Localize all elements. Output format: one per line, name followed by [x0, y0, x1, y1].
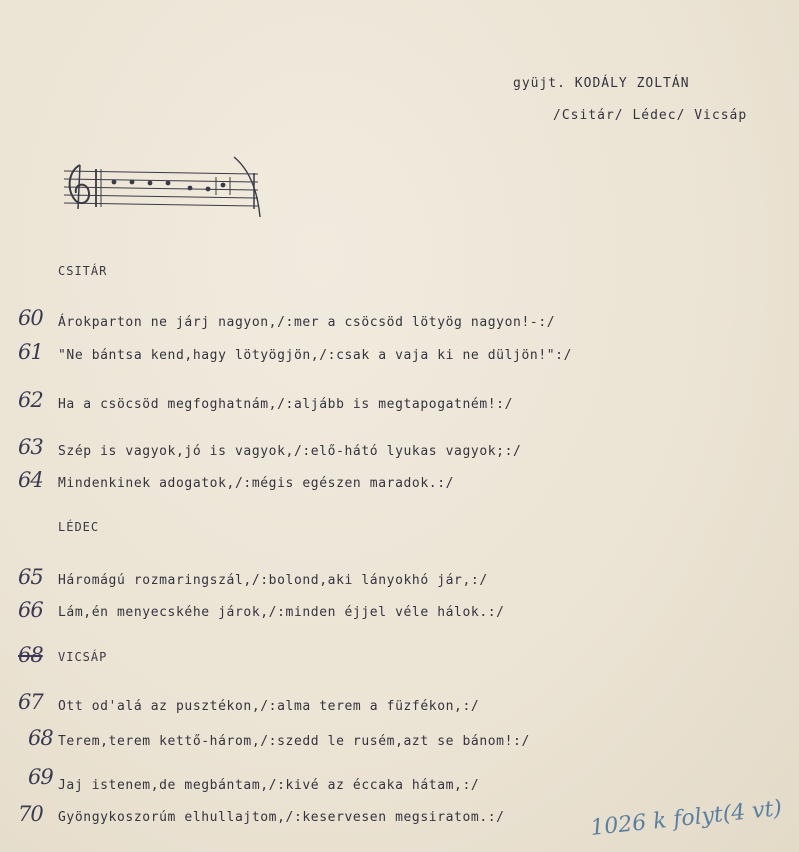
collector-line: gyüjt. KODÁLY ZOLTÁN [513, 76, 690, 91]
verse-line: Lám,én menyecskéhe járok,/:minden éjjel véle hálok.:/ [58, 605, 505, 620]
places-line: /Csitár/ Lédec/ Vicsáp [553, 108, 748, 123]
verse-line: "Ne bántsa kend,hagy lötyögjön,/:csak a vaja ki ne düljön!":/ [58, 348, 573, 363]
verse-number: 61 [18, 340, 43, 364]
section-title-csitar: CSITÁR [58, 264, 108, 278]
verse-line: Szép is vagyok,jó is vagyok,/:elő-hátó lyukas vagyok;:/ [58, 444, 522, 459]
verse-line: Jaj istenem,de megbántam,/:kivé az éccaka hátam,:/ [58, 778, 480, 793]
verse-line: Terem,terem kettő-három,/:szedd le rusém,azt se bánom!:/ [58, 734, 530, 749]
verse-line: Ott od'alá az pusztékon,/:alma terem a füzfékon,:/ [58, 699, 480, 714]
verse-number: 60 [18, 306, 43, 330]
verse-line: Ha a csöcsöd megfoghatnám,/:aljább is megtapogatném!:/ [58, 397, 514, 412]
verse-number: 64 [18, 468, 43, 492]
verse-line: Gyöngykoszorúm elhullajtom,/:keservesen megsiratom.:/ [58, 810, 505, 825]
struck-verse-number: 68 [18, 643, 43, 667]
music-staff-sketch [58, 155, 278, 217]
verse-number: 68 [28, 726, 53, 750]
verse-number: 70 [18, 802, 43, 826]
verse-number: 63 [18, 435, 43, 459]
verse-line: Mindenkinek adogatok,/:mégis egészen maradok.:/ [58, 476, 455, 491]
verse-line: Háromágú rozmaringszál,/:bolond,aki lányokhó jár,:/ [58, 573, 488, 588]
verse-number: 67 [18, 690, 43, 714]
verse-line: Árokparton ne járj nagyon,/:mer a csöcsöd lötyög nagyon!-:/ [58, 315, 556, 330]
section-title-vicsap: VICSÁP [58, 650, 108, 664]
section-title-ledec: LÉDEC [58, 520, 100, 534]
verse-number: 69 [28, 765, 53, 789]
pencil-annotation: 1026 k folyt(4 vt) [589, 796, 784, 841]
verse-number: 62 [18, 388, 43, 412]
verse-number: 65 [18, 565, 43, 589]
verse-number: 66 [18, 598, 43, 622]
